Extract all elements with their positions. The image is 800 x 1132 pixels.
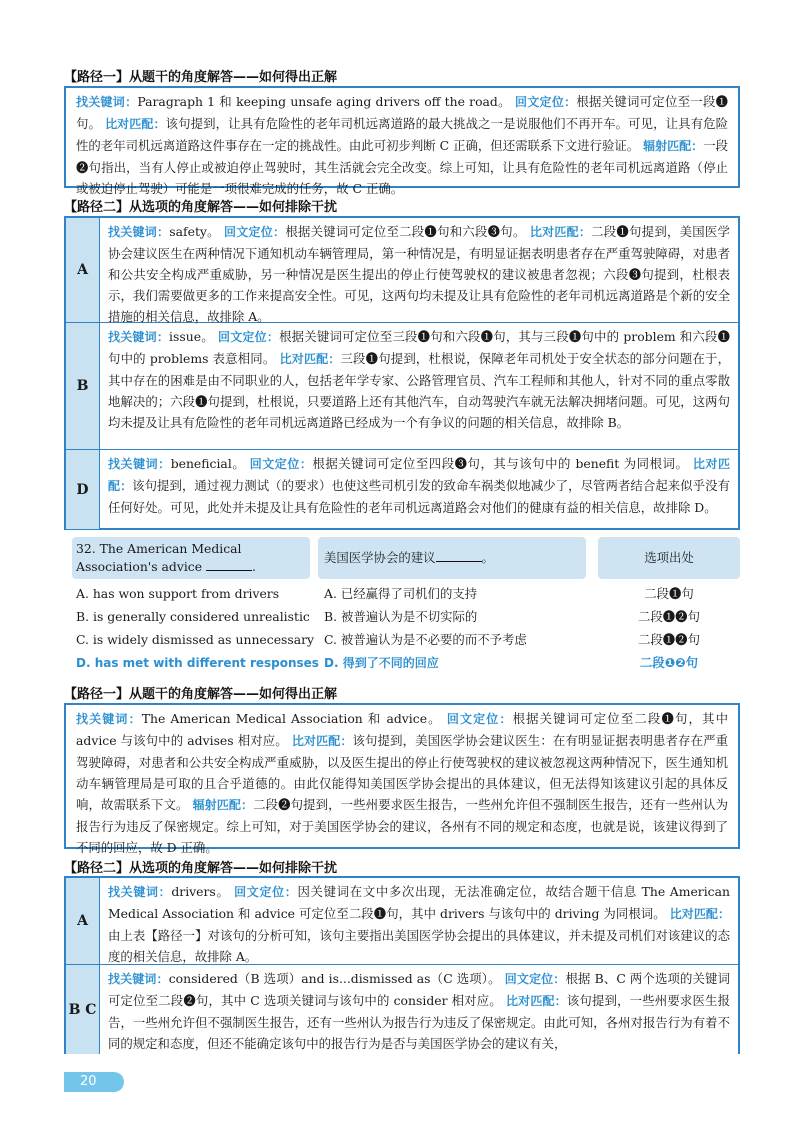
locate-label: 回文定位： <box>224 225 286 239</box>
option-letter: D <box>66 450 100 529</box>
locate-text: 根据关键词可定位至二段❶句，其中 advice 与该句中的 advises 相对应。 <box>76 711 728 748</box>
keyword-label: 找关键词： <box>76 95 138 109</box>
keyword-label: 找关键词： <box>108 885 172 899</box>
question-stem-cn <box>318 537 586 579</box>
answer-blank <box>206 559 252 571</box>
keyword-label: 找关键词： <box>108 457 171 471</box>
section-heading-path2: 【路径二】从选项的角度解答——如何排除干扰 <box>64 200 338 215</box>
match-text: 该句提到，通过视力测试（的要求）也使这些司机引发的致命车祸类似地减少了，尽管两者结合起来似乎没有任何好处。可见，此处并未提及让具有危险性的老年司机远离道路会对他们的健康有益的相关信息，故排除 D。 <box>108 478 730 515</box>
locate-label: 回文定位： <box>234 885 298 899</box>
match-text: 三段❶句提到，杜根说，保障老年司机处于安全状态的部分问题在于，其中存在的困难是由不同职业的人，包括老年学专家、公路管理官员、汽车工程师和其他人，针对不同的重点零散地解决的；六段❶句提到，杜根说，只要道路上还有其他汽车，自动驾驶汽车就无法解决拥堵问题。可见，这两句均未提及让具有危险性的老年司机远离道路已经成为一个有争议的问题的相关信息，故排除 B。 <box>108 351 730 430</box>
keyword-text: beneficial。 <box>170 456 246 471</box>
locate-text: 根据关键词可定位至二段❶句和六段❸句。 <box>285 224 526 239</box>
option-en-b: B. is generally considered unrealistic <box>76 609 310 624</box>
locate-label: 回文定位： <box>515 95 577 109</box>
keyword-label: 找关键词： <box>76 712 142 726</box>
match-text: 由上表【路径一】对该句的分析可知，该句主要指出美国医学协会提出的具体建议，并未提及司机们对该建议的态度的相关信息，故排除 A。 <box>108 928 730 964</box>
keyword-label: 找关键词： <box>108 972 169 986</box>
path2-option-table <box>64 216 740 530</box>
locate-text: 根据 B、C 两个选项的关键词可定位至二段❷句，其中 C 选项关键词与该句中的 consider 相对应。 <box>108 971 730 1008</box>
section-heading-path1-q32: 【路径一】从题干的角度解答——如何得出正解 <box>64 687 338 702</box>
option-src-d-correct: 二段❶❷句 <box>639 655 699 670</box>
radiate-text: 二段❷句提到，一些州要求医生报告，一些州允许但不强制医生报告，还有一些州认为报告行为违反了保密规定。综上可知，对于美国医学协会的建议，各州有不同的规定和态度，也就是说，该建议得到了不同的回应，故 D 正确。 <box>76 797 728 855</box>
locate-label: 回文定位： <box>249 457 313 471</box>
question-stem-en <box>72 537 310 579</box>
match-label: 比对匹配： <box>279 352 341 366</box>
option-row-a <box>66 878 738 964</box>
match-label: 比对匹配： <box>291 734 353 748</box>
keyword-label: 找关键词： <box>108 225 170 239</box>
path1-explanation-text <box>66 88 738 203</box>
keyword-text: safety。 <box>169 224 220 239</box>
radiate-text: 一段❷句指出，当有人停止或被迫停止驾驶时，其生活就会完全改变。综上可知，让具有危险性的老年司机远离道路（停止或被迫停止驾驶）可能是一项很难完成的任务，故 C 正确。 <box>76 138 728 196</box>
keyword-label: 找关键词： <box>108 330 170 344</box>
source-header: 选项出处 <box>598 537 740 579</box>
option-cn-b: B. 被普遍认为是不切实际的 <box>324 609 478 624</box>
section-heading-path2-q32: 【路径二】从选项的角度解答——如何排除干扰 <box>64 861 338 876</box>
option-row-a <box>66 218 738 322</box>
option-letter: B <box>66 323 100 449</box>
match-text: 该句提到，美国医学协会建议医生：在有明显证据表明患者存在严重驾驶障碍，对患者和公共安全构成严重威胁，以及医生提出的停止行使驾驶权的建议被忽视这两种情况下，医生通知机动车辆管理局是可取的且合乎道德的。由此仅能得知美国医学协会提出的具体建议，但无法得知该建议引起的具体反响，故需联系下文。 <box>76 733 728 812</box>
locate-text: 因关键词在文中多次出现，无法准确定位，故结合题干信息 The American Medical Association 和 advice 可定位至二段❶句，其中 drivers 与该句中的 driving 为同根词。 <box>108 884 730 921</box>
option-en-a: A. has won support from drivers <box>76 586 280 601</box>
keyword-text: Paragraph 1 和 keeping unsafe aging drivers off the road。 <box>137 94 511 109</box>
keyword-text: The American Medical Association 和 advice。 <box>141 711 442 726</box>
option-en-d-correct: D. has met with different responses <box>76 656 319 670</box>
match-text: 该句提到，让具有危险性的老年司机远离道路的最大挑战之一是说服他们不再开车。可见，让具有危险性的老年司机远离道路这件事存在一定的挑战性。由此可初步判断 C 正确，但还需联系下文进行验证。 <box>76 116 728 153</box>
locate-text: 根据关键词可定位至一段❶句。 <box>76 94 728 131</box>
option-letter: B C <box>66 965 100 1054</box>
locate-label: 回文定位： <box>446 712 513 726</box>
option-analysis <box>100 965 738 1054</box>
stem-en-end: . <box>252 559 256 574</box>
option-cn-a: A. 已经赢得了司机们的支持 <box>324 586 478 601</box>
path2-q32-option-table <box>64 876 740 1054</box>
match-text: 该句提到，一些州要求医生报告，一些州允许但不强制医生报告，还有一些州认为报告行为违反了保密规定。由此可知，各州对报告行为有着不同的规定和态度，但还不能确定该句中的报告行为是否与美国医学协会的建议有关， <box>108 993 730 1051</box>
question-stem-cn-text: 美国医学协会的建议 <box>324 550 436 565</box>
option-src-c: 二段❶❷句 <box>638 632 700 647</box>
option-analysis <box>100 218 738 322</box>
match-label: 比对匹配： <box>669 907 730 921</box>
keyword-text: considered（B 选项）and is...dismissed as（C 选项）。 <box>168 971 501 986</box>
option-row-bc <box>66 964 738 1054</box>
match-label: 比对匹配： <box>108 457 730 493</box>
option-letter: A <box>66 878 100 964</box>
locate-label: 回文定位： <box>218 330 280 344</box>
radiate-label: 辐射匹配： <box>192 798 254 812</box>
option-en-c: C. is widely dismissed as unnecessary <box>76 632 315 647</box>
option-cn-c: C. 被普遍认为是不必要的而不予考虑 <box>324 632 527 647</box>
match-label: 比对匹配： <box>506 994 567 1008</box>
question-stem-en-text: 32. The American Medical Association's advice <box>76 541 242 574</box>
option-src-a: 二段❶句 <box>644 586 694 601</box>
page-number: 20 <box>80 1074 97 1089</box>
option-src-b: 二段❶❷句 <box>638 609 700 624</box>
radiate-label: 辐射匹配： <box>643 139 704 153</box>
option-analysis <box>100 323 738 449</box>
keyword-text: issue。 <box>169 329 214 344</box>
answer-blank <box>436 550 482 562</box>
stem-cn-end: 。 <box>481 550 494 565</box>
match-label: 比对匹配： <box>105 117 166 131</box>
path1-q32-explanation-box <box>64 703 740 855</box>
option-analysis <box>100 450 738 529</box>
option-row-b <box>66 322 738 449</box>
path1-explanation-box <box>64 86 740 196</box>
option-analysis <box>100 878 738 964</box>
path1-q32-explanation-text <box>66 705 738 862</box>
locate-label: 回文定位： <box>504 972 566 986</box>
match-text: 二段❶句提到，美国医学协会建议医生在两种情况下通知机动车辆管理局，第一种情况是，有明显证据表明患者存在严重驾驶障碍，对患者和公共安全构成严重威胁，另一种情况是医生提出的停止行使驾驶权的建议被患者忽视；六段❸句提到，杜根表示，我们需要做更多的工作来提高安全性。可见，这两句均未提及让具有危险性的老年司机远离道路是个新的安全措施的相关信息，故排除 A。 <box>108 224 730 324</box>
option-letter: A <box>66 218 100 322</box>
locate-text: 根据关键词可定位至三段❶句和六段❶句，其与三段❶句中的 problem 和六段❶句中的 problems 表意相同。 <box>108 329 730 366</box>
option-cn-d-correct: D. 得到了不同的回应 <box>324 656 439 670</box>
match-label: 比对匹配： <box>529 225 592 239</box>
keyword-text: drivers。 <box>171 884 230 899</box>
locate-text: 根据关键词可定位至四段❸句，其与该句中的 benefit 为同根词。 <box>312 456 689 471</box>
option-row-d <box>66 449 738 529</box>
section-heading-path1: 【路径一】从题干的角度解答——如何得出正解 <box>64 70 338 85</box>
